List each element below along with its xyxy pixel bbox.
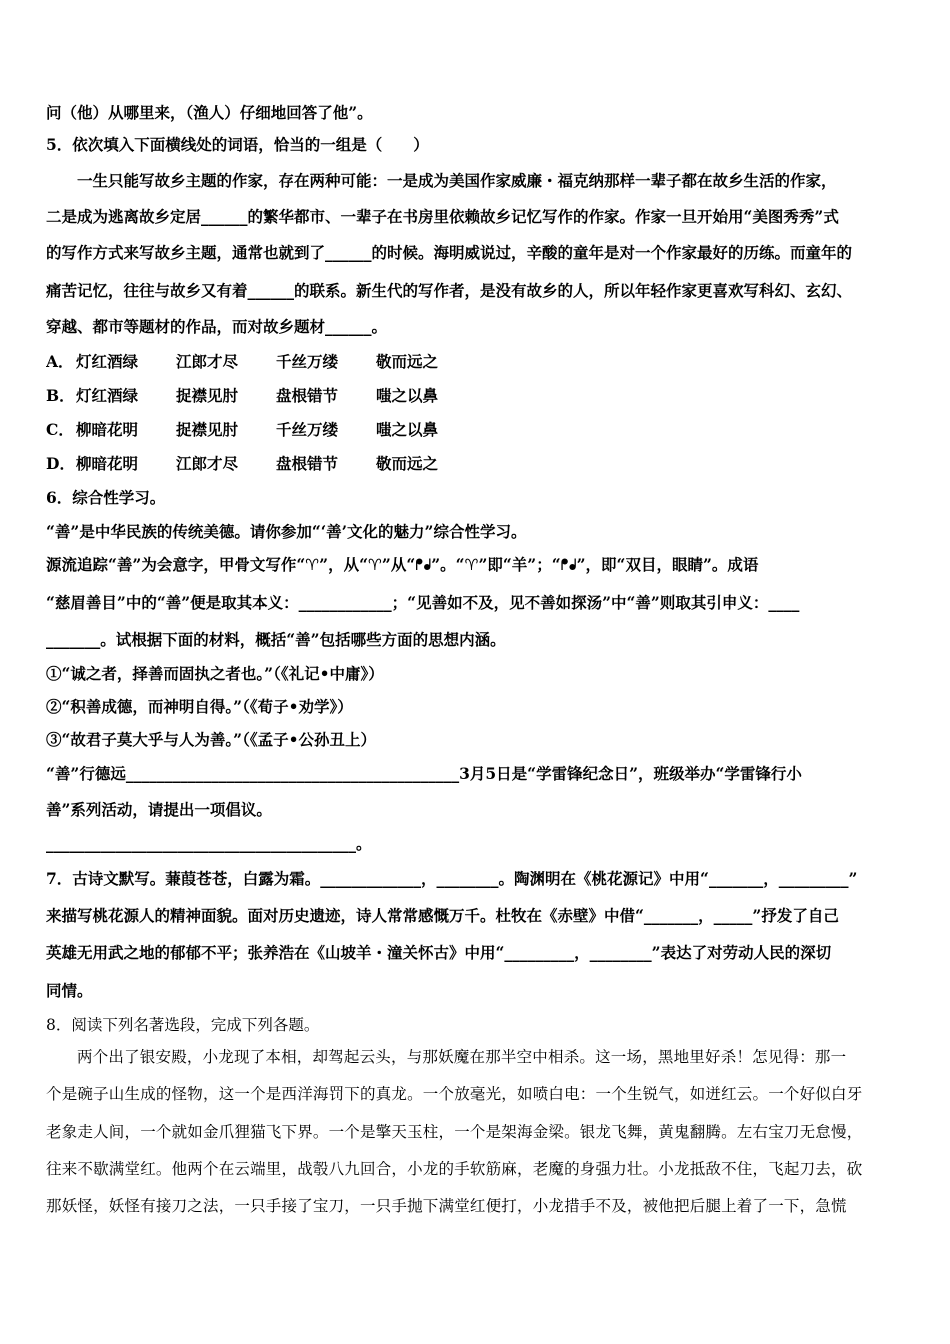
option-word: 捉襟见肘 — [176, 420, 239, 439]
q8-passage-line: 老象走人间，一个就如金爪狸猫飞下界。一个是擎天玉柱，一个是架海金梁。银龙飞舞，黄鬼翻腾。左右宝刀无怠慢， — [46, 1123, 863, 1141]
q8-passage-line: 两个出了银安殿，小龙现了本相，却驾起云头，与那妖魔在那半空中相杀。这一场，黑地里好杀！怎见得：那一 — [77, 1048, 847, 1066]
q6-source-text: ”从“ — [381, 555, 416, 574]
option-word: 柳暗花明 — [76, 454, 139, 473]
q5-option-d[interactable] — [46, 454, 906, 474]
oracle-bone-yang-icon: ♈ — [368, 556, 382, 574]
q6-source-text: ”，即“双目，眼睛”。成语 — [576, 555, 759, 574]
option-letter: C． — [46, 420, 74, 439]
oracle-bone-eyes-icon: ᖰᖱ — [560, 556, 577, 574]
option-word: 盘根错节 — [276, 454, 339, 473]
option-word: 灯红酒绿 — [76, 352, 139, 371]
q6-intro: “善”是中华民族的传统美德。请你参加“‘善’文化的魅力”综合性学习。 — [46, 522, 527, 541]
q5-paragraph-line: 二是成为逃离故乡定居______的繁华都市、一辈子在书房里依赖故乡记忆写作的作家。作家一旦开始用“美图秀秀”式 — [46, 207, 839, 226]
q6-source-text: ”，从“ — [319, 555, 368, 574]
option-word: 江郎才尽 — [176, 352, 239, 371]
option-word: 敬而远之 — [376, 352, 439, 371]
q6-source-text: ”即“羊”；“ — [478, 555, 561, 574]
q8-passage-line: 往来不歇满堂红。他两个在云端里，战彀八九回合，小龙的手软筋麻，老魔的身强力壮。小龙抵敌不住，飞起刀去，砍 — [46, 1160, 863, 1178]
q6-line: “慈眉善目”中的“善”便是取其本义：____________；“见善如不及，见不善如探汤”中“善”则取其引申义：____ — [46, 593, 800, 612]
q4-tail-line: 问（他）从哪里来，（渔人）仔细地回答了他”。 — [46, 103, 373, 122]
q5-paragraph-line: 穿越、都市等题材的作品，而对故乡题材______。 — [46, 317, 388, 336]
q6-title: 6．综合性学习。 — [46, 488, 166, 507]
q5-option-a[interactable] — [46, 352, 906, 372]
q7-line: 同情。 — [46, 981, 93, 1000]
option-word: 千丝万缕 — [276, 420, 339, 439]
q6-material-1: ①“诚之者，择善而固执之者也。”（《礼记•中庸》） — [46, 664, 384, 683]
q8-title: 8．阅读下列名著选段，完成下列各题。 — [46, 1016, 320, 1034]
q7-line: 来描写桃花源人的精神面貌。面对历史遗迹，诗人常常感慨万千。杜牧在《赤壁》中借“_______，_____”抒发了自己 — [46, 906, 839, 925]
q5-paragraph-line: 痛苦记忆，往往与故乡又有着______的联系。新生代的写作者，是没有故乡的人，所以年轻作家更喜欢写科幻、玄幻、 — [46, 281, 853, 300]
oracle-bone-eyes-icon: ᖰᖱ — [415, 556, 432, 574]
oracle-bone-shan-icon: ♈ — [305, 556, 320, 574]
q8-passage-line: 个是碗子山生成的怪物，这一个是西洋海罚下的真龙。一个放毫光，如喷白电：一个生锐气，如迸红云。一个好似白牙 — [46, 1085, 863, 1103]
option-word: 嗤之以鼻 — [376, 386, 439, 405]
oracle-bone-yang-icon: ♈ — [464, 556, 479, 574]
q6-material-2: ②“积善成德，而神明自得。”（《荀子•劝学》） — [46, 697, 353, 716]
q6-source-text: 源流追踪“善”为会意字，甲骨文写作“ — [46, 555, 306, 574]
option-word: 盘根错节 — [276, 386, 339, 405]
option-word: 灯红酒绿 — [76, 386, 139, 405]
q6-material-3: ③“故君子莫大乎与人为善。”（《孟子•公孙丑上） — [46, 730, 376, 749]
q8-passage-line: 那妖怪，妖怪有接刀之法，一只手接了宝刀，一只手抛下满堂红便打，小龙措手不及，被他把后腿上着了一下，急慌 — [46, 1197, 847, 1215]
q5-title: 5．依次填入下面横线处的词语，恰当的一组是（ ） — [46, 135, 429, 154]
option-word: 捉襟见肘 — [176, 386, 239, 405]
q6-source-line — [46, 555, 906, 575]
option-word: 柳暗花明 — [76, 420, 139, 439]
option-word: 敬而远之 — [376, 454, 439, 473]
q7-line: 7．古诗文默写。蒹葭苍苍，白露为霜。_____________，________。陶渊明在《桃花源记》中用“_______，_________” — [46, 869, 858, 888]
q5-option-c[interactable] — [46, 420, 906, 440]
option-word: 江郎才尽 — [176, 454, 239, 473]
q7-line: 英雄无用武之地的郁郁不平；张养浩在《山坡羊・潼关怀古》中用“_________，________”表达了对劳动人民的深切 — [46, 943, 832, 962]
option-letter: B． — [46, 386, 75, 405]
q5-paragraph-line: 的写作方式来写故乡主题，通常也就到了______的时候。海明威说过，辛酸的童年是对一个作家最好的历练。而童年的 — [46, 243, 853, 262]
q5-paragraph-line: 一生只能写故乡主题的作家，存在两种可能：一是成为美国作家威廉・福克纳那样一辈子都在故乡生活的作家， — [77, 171, 837, 190]
q6-line: _______。试根据下面的材料，概括“善”包括哪些方面的思想内涵。 — [46, 630, 506, 649]
q6-answer-line: ________________________________________。 — [46, 834, 372, 853]
q6-source-text: ”。“ — [431, 555, 465, 574]
q6-activity-line: “善”行德远___________________________________________3月5日是“学雷锋纪念日”，班级举办“学雷锋行小 — [46, 764, 802, 783]
q5-option-b[interactable] — [46, 386, 906, 406]
option-letter: A． — [46, 352, 74, 371]
option-letter: D． — [46, 454, 75, 473]
option-word: 千丝万缕 — [276, 352, 339, 371]
option-word: 嗤之以鼻 — [376, 420, 439, 439]
q6-activity-line: 善”系列活动，请提出一项倡议。 — [46, 800, 272, 819]
